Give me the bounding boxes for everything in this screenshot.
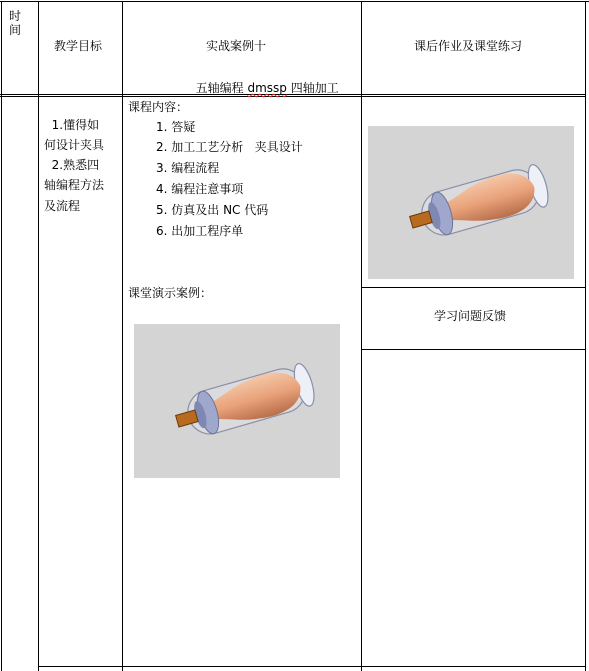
part-render-svg bbox=[134, 324, 340, 478]
border-left bbox=[1, 1, 2, 671]
content-item: 6. 出加工程序单 bbox=[156, 224, 244, 238]
content-item: 4. 编程注意事项 bbox=[156, 182, 244, 196]
goal-2-line-2: 轴编程方法 bbox=[44, 178, 105, 192]
case-subtitle-suffix: 四轴加工 bbox=[286, 81, 339, 95]
border-col2 bbox=[122, 1, 123, 671]
header-homework: 课后作业及课堂练习 bbox=[414, 39, 523, 53]
feedback-title: 学习问题反馈 bbox=[434, 309, 507, 323]
header-case-title: 实战案例十 bbox=[206, 39, 267, 53]
homework-part-image bbox=[368, 126, 574, 279]
goal-1-line-2: 何设计夹具 bbox=[44, 138, 105, 152]
border-right-cell-divider-1 bbox=[361, 287, 586, 288]
header-goal: 教学目标 bbox=[54, 39, 103, 53]
demo-title: 课堂演示案例： bbox=[128, 286, 213, 300]
header-time: 时 间 bbox=[9, 9, 22, 37]
content-item: 5. 仿真及出 NC 代码 bbox=[156, 203, 269, 217]
goal-1-line-1: 1.懂得如 bbox=[44, 118, 100, 132]
part-render-svg bbox=[368, 126, 574, 279]
border-right-cell-divider-2 bbox=[361, 349, 586, 350]
demo-part-image bbox=[134, 324, 340, 478]
header-case-subtitle bbox=[188, 58, 339, 98]
border-col1 bbox=[38, 1, 39, 671]
content-item: 2. 加工工艺分析 夹具设计 bbox=[156, 140, 303, 154]
goal-2-line-1: 2.熟悉四 bbox=[44, 158, 100, 172]
case-subtitle-word: dmssp bbox=[247, 81, 287, 95]
goal-2-line-3: 及流程 bbox=[44, 199, 81, 213]
content-item: 1. 答疑 bbox=[156, 120, 196, 134]
case-subtitle-prefix: 五轴编程 bbox=[195, 81, 248, 95]
border-right bbox=[585, 1, 586, 671]
content-title: 课程内容： bbox=[128, 100, 189, 114]
border-bottom bbox=[38, 666, 586, 667]
content-item: 3. 编程流程 bbox=[156, 161, 220, 175]
border-top bbox=[0, 1, 589, 2]
border-col3 bbox=[361, 1, 362, 671]
